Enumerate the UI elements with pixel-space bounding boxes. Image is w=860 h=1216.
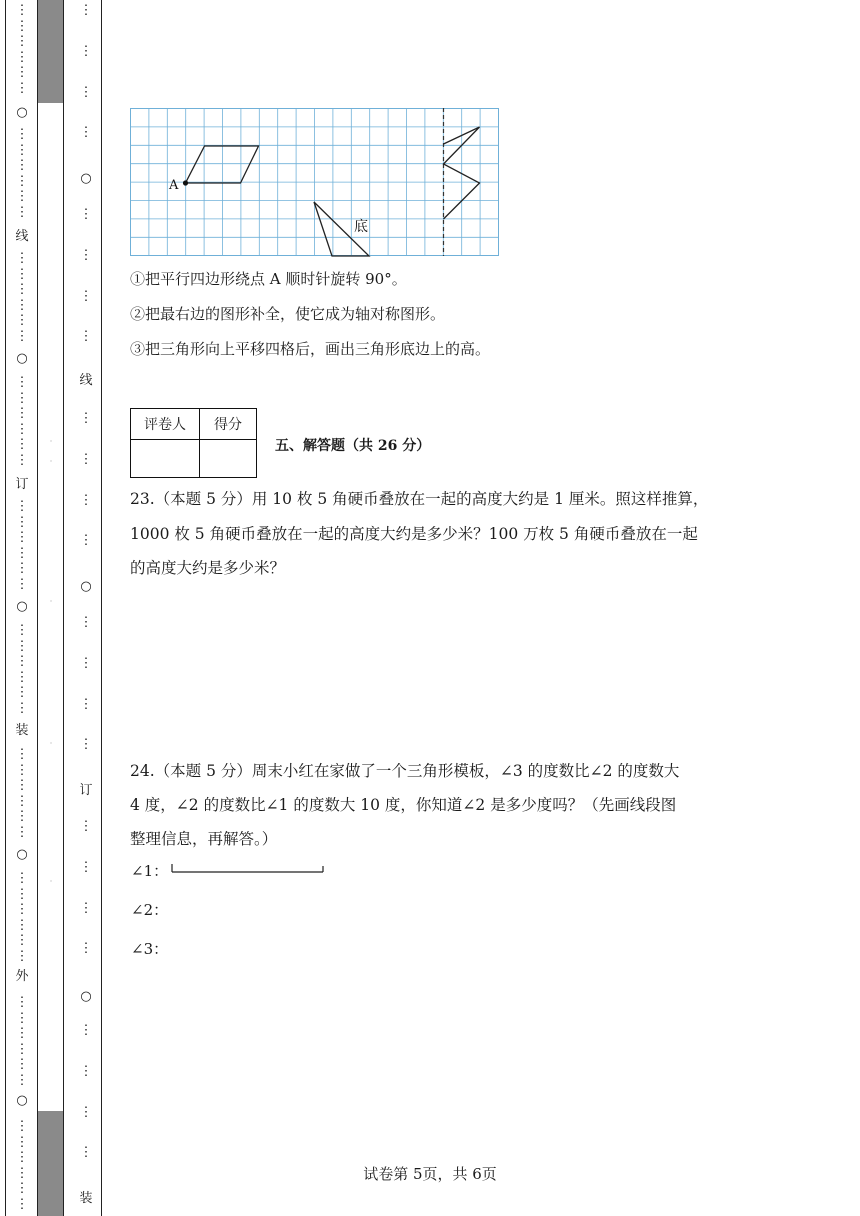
outer-binding-dots: ⋮ <box>15 127 29 142</box>
inner-binding-dots: ⋮ <box>79 1145 93 1161</box>
outer-binding-dots: ⋮ <box>15 1041 29 1057</box>
outer-binding-dots: ⋮ <box>15 173 29 189</box>
inner-binding-dots: ⋮ <box>79 3 93 18</box>
binding-line-strip-right <box>63 0 64 1216</box>
inner-binding-label: 订 <box>79 783 93 798</box>
outer-binding-dots: ⋮ <box>15 297 29 313</box>
outer-binding-dots: ⋮ <box>15 747 29 762</box>
outer-binding-dots: ⋮ <box>15 49 29 65</box>
middle-mark: · <box>49 437 53 446</box>
outer-binding-dots: ⋮ <box>15 576 29 592</box>
outer-binding-dots: ⋮ <box>15 1010 29 1026</box>
binding-line-left <box>5 0 6 1216</box>
inner-binding-dots: ⋮ <box>79 655 93 671</box>
outer-binding-dots: ⋮ <box>15 669 29 685</box>
middle-mark: · <box>49 597 53 606</box>
point-a-label: A <box>169 178 179 193</box>
outer-binding-dots: ⋮ <box>15 65 29 80</box>
outer-binding-dots: ⋮ <box>15 390 29 406</box>
outer-binding-dots: ⋮ <box>15 251 29 266</box>
angle-1-label: ∠1： <box>131 862 169 880</box>
outer-binding-dots: ⋮ <box>15 266 29 282</box>
outer-binding-label: ○ <box>16 599 28 614</box>
outer-dotted-column <box>12 0 32 1216</box>
inner-binding-dots: ⋮ <box>79 43 93 59</box>
outer-binding-dots: ⋮ <box>15 421 29 437</box>
middle-mark: · <box>49 877 53 886</box>
inner-binding-label: ○ <box>80 989 92 1004</box>
outer-binding-dots: ⋮ <box>15 793 29 809</box>
outer-binding-dots: ⋮ <box>15 917 29 933</box>
angle-3-label: ∠3： <box>131 940 169 958</box>
inner-binding-dots: ⋮ <box>79 819 93 834</box>
angle-3-row <box>131 938 168 959</box>
outer-binding-dots: ⋮ <box>15 1150 29 1165</box>
outer-binding-dots: ⋮ <box>15 514 29 530</box>
outer-binding-dots: ⋮ <box>15 34 29 49</box>
q23-line-1: 23.（本题 5 分）用 10 枚 5 角硬币叠放在一起的高度大约是 1 厘米。照这样推算， <box>130 490 709 508</box>
inner-binding-dots: ⋮ <box>79 941 93 957</box>
inner-binding-label: ○ <box>80 171 92 186</box>
inner-binding-dots: ⋮ <box>79 1104 93 1120</box>
inner-binding-dots: ⋮ <box>79 533 93 549</box>
score-table-cell-grader[interactable] <box>131 440 200 478</box>
grid-figure <box>130 108 502 258</box>
inner-binding-dots: ⋮ <box>79 696 93 712</box>
outer-binding-dots: ⋮ <box>15 1181 29 1196</box>
angle-1-segment <box>170 862 326 876</box>
inner-binding-dots: ⋮ <box>79 615 93 630</box>
outer-binding-dots: ⋮ <box>15 204 29 220</box>
q24-line-2: 4 度，∠2 的度数比∠1 的度数大 10 度，你知道∠2 是多少度吗？（先画线段图 <box>130 796 677 814</box>
outer-binding-dots: ⋮ <box>15 18 29 34</box>
inner-binding-dots: ⋮ <box>79 125 93 141</box>
middle-mark: · <box>49 739 53 748</box>
outer-binding-dots: ⋮ <box>15 1026 29 1041</box>
inner-binding-label: 装 <box>79 1191 93 1206</box>
outer-binding-dots: ⋮ <box>15 824 29 840</box>
outer-binding-dots: ⋮ <box>15 452 29 468</box>
outer-binding-dots: ⋮ <box>15 282 29 297</box>
angle-1-row <box>131 860 168 881</box>
inner-binding-label: 线 <box>79 373 93 388</box>
q24-line-3: 整理信息，再解答。） <box>130 830 278 848</box>
inner-binding-dots: ⋮ <box>79 900 93 916</box>
outer-binding-dots: ⋮ <box>15 809 29 824</box>
outer-binding-label: 订 <box>15 477 29 492</box>
outer-binding-dots: ⋮ <box>15 1119 29 1134</box>
middle-faint-marks <box>45 0 57 1216</box>
outer-binding-dots: ⋮ <box>15 995 29 1010</box>
outer-binding-dots: ⋮ <box>15 933 29 948</box>
outer-binding-dots: ⋮ <box>15 3 29 18</box>
inner-binding-dots: ⋮ <box>79 288 93 304</box>
outer-binding-dots: ⋮ <box>15 948 29 964</box>
outer-binding-dots: ⋮ <box>15 700 29 716</box>
outer-binding-dots: ⋮ <box>15 499 29 514</box>
outer-binding-dots: ⋮ <box>15 638 29 654</box>
inner-binding-dots: ⋮ <box>79 411 93 426</box>
score-table <box>130 408 257 478</box>
q23-line-3: 的高度大约是多少米？ <box>130 559 286 577</box>
outer-binding-dots: ⋮ <box>15 406 29 421</box>
q24-line-1: 24.（本题 5 分）周末小红在家做了一个三角形模板，∠3 的度数比∠2 的度数大 <box>130 762 680 780</box>
outer-binding-dots: ⋮ <box>15 886 29 902</box>
outer-binding-dots: ⋮ <box>15 437 29 452</box>
outer-binding-dots: ⋮ <box>15 871 29 886</box>
outer-binding-label: 外 <box>15 969 29 984</box>
outer-binding-dots: ⋮ <box>15 685 29 700</box>
outer-binding-label: 线 <box>15 229 29 244</box>
score-table-header-score: 得分 <box>200 409 257 440</box>
inner-binding-dots: ⋮ <box>79 737 93 753</box>
outer-binding-label: ○ <box>16 847 28 862</box>
binding-margin <box>0 0 104 1216</box>
inner-binding-dots: ⋮ <box>79 247 93 263</box>
parallelogram-shape <box>186 146 259 183</box>
q23-line-2: 1000 枚 5 角硬币叠放在一起的高度大约是多少米？100 万枚 5 角硬币叠放在一起 <box>130 525 698 543</box>
point-a-dot <box>183 180 188 185</box>
outer-binding-dots: ⋮ <box>15 142 29 158</box>
outer-binding-dots: ⋮ <box>15 1072 29 1088</box>
angle-2-row <box>131 899 168 920</box>
outer-binding-dots: ⋮ <box>15 623 29 638</box>
angle-2-label: ∠2： <box>131 901 169 919</box>
outer-binding-dots: ⋮ <box>15 375 29 390</box>
instruction-1: ①把平行四边形绕点 A 顺时针旋转 90°。 <box>130 270 407 288</box>
outer-binding-dots: ⋮ <box>15 545 29 561</box>
inner-binding-label: ○ <box>80 579 92 594</box>
outer-binding-dots: ⋮ <box>15 654 29 669</box>
inner-binding-dots: ⋮ <box>79 1063 93 1079</box>
outer-binding-dots: ⋮ <box>15 313 29 328</box>
binding-line-right <box>101 0 102 1216</box>
score-table-header-grader: 评卷人 <box>131 409 200 440</box>
inner-binding-dots: ⋮ <box>79 451 93 467</box>
outer-binding-dots: ⋮ <box>15 1057 29 1072</box>
outer-binding-dots: ⋮ <box>15 762 29 778</box>
inner-binding-dots: ⋮ <box>79 329 93 345</box>
outer-binding-label: ○ <box>16 105 28 120</box>
inner-binding-dots: ⋮ <box>79 492 93 508</box>
outer-binding-dots: ⋮ <box>15 561 29 576</box>
inner-binding-dots: ⋮ <box>79 207 93 222</box>
outer-binding-dots: ⋮ <box>15 1196 29 1212</box>
inner-binding-dots: ⋮ <box>79 84 93 100</box>
outer-binding-dots: ⋮ <box>15 158 29 173</box>
outer-binding-label: ○ <box>16 1093 28 1108</box>
outer-binding-label: ○ <box>16 351 28 366</box>
outer-binding-dots: ⋮ <box>15 1134 29 1150</box>
inner-binding-dots: ⋮ <box>79 1023 93 1038</box>
section-title: 五、解答题（共 26 分） <box>275 438 431 454</box>
inner-binding-dots: ⋮ <box>79 859 93 875</box>
outer-binding-label: 装 <box>15 723 29 738</box>
outer-binding-dots: ⋮ <box>15 530 29 545</box>
binding-line-strip-left <box>37 0 38 1216</box>
page-footer: 试卷第 5页，共 6页 <box>363 1165 497 1183</box>
outer-binding-dots: ⋮ <box>15 189 29 204</box>
outer-binding-dots: ⋮ <box>15 902 29 917</box>
instruction-2: ②把最右边的图形补全，使它成为轴对称图形。 <box>130 305 446 323</box>
inner-dotted-column <box>76 0 96 1216</box>
triangle-base-label: 底 <box>354 219 368 235</box>
instruction-3: ③把三角形向上平移四格后，画出三角形底边上的高。 <box>130 340 491 358</box>
outer-binding-dots: ⋮ <box>15 1165 29 1181</box>
outer-binding-dots: ⋮ <box>15 80 29 96</box>
middle-mark: · <box>49 457 53 466</box>
score-table-cell-score[interactable] <box>200 440 257 478</box>
outer-binding-dots: ⋮ <box>15 328 29 344</box>
outer-binding-dots: ⋮ <box>15 778 29 793</box>
